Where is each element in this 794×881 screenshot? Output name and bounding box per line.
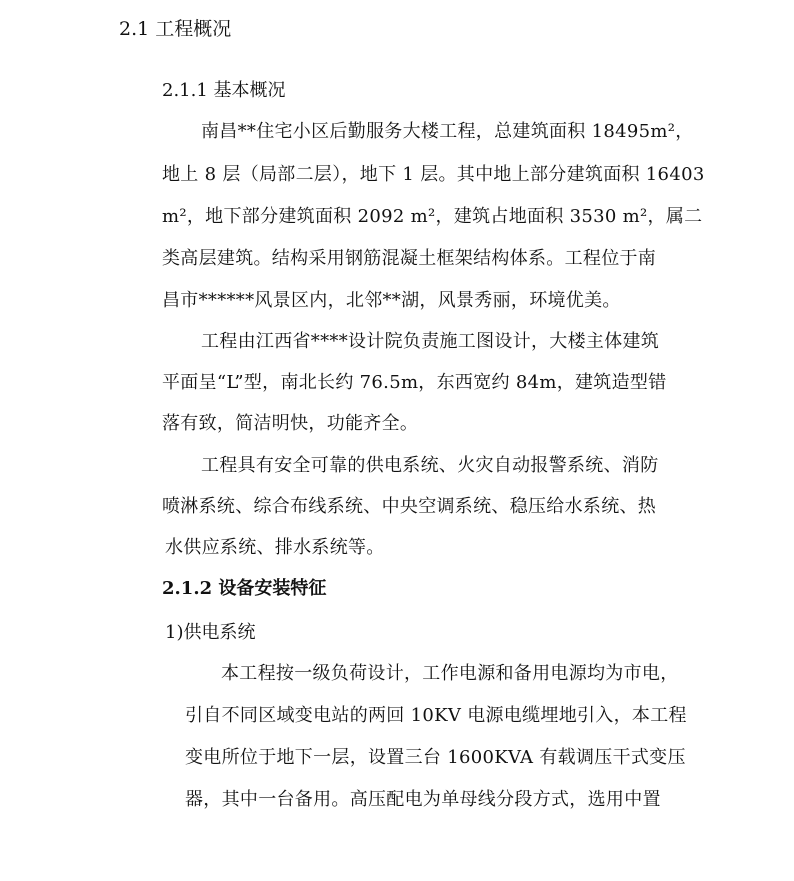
paragraph-line: 类高层建筑。结构采用钢筋混凝土框架结构体系。工程位于南 (162, 248, 657, 269)
subsection-heading-basic: 2.1.1 基本概况 (162, 80, 286, 101)
paragraph-line: 变电所位于地下一层，设置三台 1600KVA 有载调压干式变压 (185, 747, 686, 768)
paragraph-line: 工程具有安全可靠的供电系统、火灾自动报警系统、消防 (201, 455, 659, 476)
list-item-power-supply: 1)供电系统 (165, 622, 256, 643)
paragraph-line: 喷淋系统、综合布线系统、中央空调系统、稳压给水系统、热 (162, 496, 657, 517)
paragraph-line: 昌市******风景区内，北邻**湖，风景秀丽，环境优美。 (162, 290, 621, 311)
paragraph-line: 水供应系统、排水系统等。 (165, 537, 385, 558)
paragraph-line: 工程由江西省****设计院负责施工图设计，大楼主体建筑 (201, 331, 660, 352)
subsection-heading-equipment: 2.1.2 设备安装特征 (162, 578, 327, 599)
paragraph-line: 器，其中一台备用。高压配电为单母线分段方式，选用中置 (185, 789, 661, 810)
paragraph-line: 引自不同区域变电站的两回 10KV 电源电缆埋地引入，本工程 (185, 705, 687, 726)
paragraph-line: 落有致，简洁明快，功能齐全。 (162, 413, 419, 434)
paragraph-line: m²，地下部分建筑面积 2092 m²，建筑占地面积 3530 m²，属二 (162, 206, 703, 227)
paragraph-line: 南昌**住宅小区后勤服务大楼工程，总建筑面积 18495m²， (201, 121, 694, 142)
section-heading: 2.1 工程概况 (119, 18, 232, 40)
paragraph-line: 平面呈“L”型，南北长约 76.5m，东西宽约 84m，建筑造型错 (162, 372, 667, 393)
paragraph-line: 地上 8 层（局部二层），地下 1 层。其中地上部分建筑面积 16403 (162, 164, 705, 185)
paragraph-line: 本工程按一级负荷设计，工作电源和备用电源均为市电， (221, 663, 679, 684)
